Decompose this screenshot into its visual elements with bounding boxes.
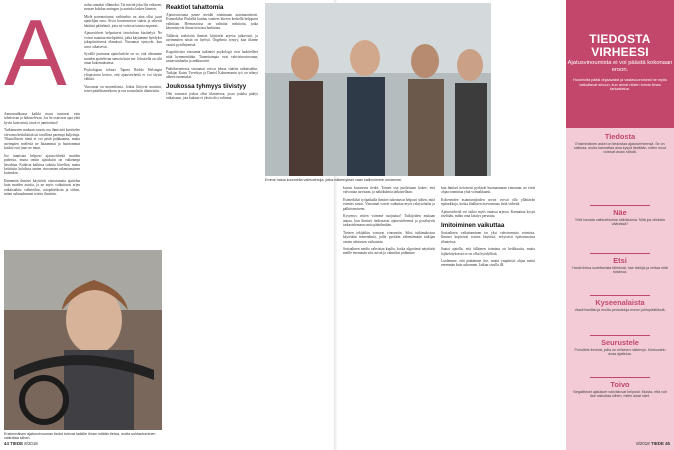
photo-people xyxy=(265,3,491,176)
paragraph: Tutkimusten mukaan suurin osa ihmisistä kuvittelee olevansa keskikäistä tai tavallista parempi kuljettaja. Tilastollisesti tämä ei voi pitää paikkaansa, mutta useimpien mielestä ne hitaammat ja huonommat kuskit ovat juuri ne muut. xyxy=(4,128,80,151)
paragraph: Enemmän ihmiset käyttävät vinoutunutta ajattelua kuin muiden asioita, ja ne myös vaikuttavat arjen ratkaisuihin: valintoihin, ostopäätöksiin ja siihen, miten suhtaudumme toisiin ihmisiin. xyxy=(4,178,80,197)
photo-driver xyxy=(4,250,162,430)
subheading-joukossa: Joukossa tyhmyys tiivistyy xyxy=(166,82,247,90)
paragraph: Ajatusvirheitä voi tutkia myös omassa arjessa. Kannattaa kysyä itseltään, mihin oma käsitys perustuu. xyxy=(441,209,535,219)
sidebar-section-text: Negatiiviset ajatukset vahvistuvat helposti. Muista, että voit itse vaikuttaa siihen, miten asiat näet. xyxy=(573,389,667,398)
sidebar-section-text: Yritä havaita vaihtoehtoisia näkökulmia. Mitä jos olisinkin väärässä? xyxy=(574,217,666,226)
sidebar-section-text: Hanki tietoa luotettavista lähteistä, hae faktoja ja vertaa niitä toisiinsa. xyxy=(572,265,668,274)
right-photo-caption: Emme halua kuunnella vaihtoehtoja, jotka näkemykset vaan kalibroimme omiamme. xyxy=(265,178,403,182)
paragraph: Päätöksenteossa vinoumat voivat johtaa vääriin ratkaisuihin. Tutkijat Kaisu Tverskyn ja Daniel Kahnemanin työ on tehnyt aiheen tunnetuksi. xyxy=(166,66,258,80)
paragraph: Ajatusvirheet helpottavat tietotulvan käsittelyä. Ne voivat muuttaa mielipiteitä, jotka käytämme hyödyksi jokapäiväisessä elämässä. Vinoumat syntyvät, kun aivot oikaisevat. xyxy=(84,31,162,49)
paragraph: Kokeneiden asiantuntijoiden arviot voivat olla yllättävän epätarkkoja, koska liiallinen itsevarmuus lisää virheitä. xyxy=(441,197,535,207)
sidebar-section-heading: Tiedosta xyxy=(604,132,636,141)
sidebar-box xyxy=(566,0,674,450)
paragraph: kun ihmiset tietoisesti pyrkivät huomaamaan vinoumat, ne eivät ohjaa toimintaa yhtä voimakkaasti. xyxy=(441,186,535,195)
sidebar-section-heading: Etsi xyxy=(613,256,627,265)
subheading-imitoiminen: Imitoiminen vaikuttaa xyxy=(441,221,505,229)
left-photo-caption: Ensimmäisen ajatusvinouman tiedot tulevat kaikille ilman mitään tietoa, mutta suhtautuminen vaikuttaa siihen. xyxy=(4,432,156,441)
paragraph: Kognitiivisia vinoumia tutkineet psykologit ovat luokitelleet niitä kymmenittäin. Tunnetuimpia ovat vahvistusvinouma, saatavuusharha ja ankkurointi. xyxy=(166,50,258,64)
drop-cap xyxy=(4,0,67,111)
sidebar-divider xyxy=(590,253,650,254)
sidebar-section-etsi xyxy=(572,257,668,274)
paragraph: Sosiaalinen vaikuttaminen on yksi vahvimmista voimista. Ihmiset kopioivat toisten käytöstä, erityisesti epävarmoissa tilanteissa. xyxy=(441,230,535,244)
paragraph: Joe tunnistaa helposti ajatusvirheitä muiden puheista, mutta omiin ajatuksiin on vaikeampi havahtua. Kaikista kaikista sokeita kävellen, mutta kriittisiin kohdissa omien vinoumien rakentamiseen kuitenkin. xyxy=(4,153,80,176)
sidebar-divider xyxy=(590,377,650,378)
right-column-2 xyxy=(441,186,535,438)
footer-left xyxy=(4,441,38,446)
subheading-reaktiot: Reaktiot tahattomia xyxy=(166,4,224,11)
paragraph: Kysymys: miten voimme suojautua? Tutkijoiden mukaan auttaa, kun ihmiset tiedostavat ajatusvirheensä ja pysähtyvät tarkastelemaan omia päätelmiään. xyxy=(343,214,435,228)
left-column-1 xyxy=(4,112,80,244)
paragraph: Olet varmasti joskus ollut tilanteessa, jossa joukko päätyi ratkaisuun, jota kukaan ei yksin olisi valinnut. xyxy=(166,91,258,101)
sidebar-divider xyxy=(590,335,650,336)
sidebar-section-heading: Kyseenalaista xyxy=(595,298,645,307)
paragraph: rodut samaksi ellämeksi. Tai miettä joka illa erikseen, nousee kohdan auringon ja aurinko laskee länteen. xyxy=(84,3,162,12)
sidebar-section-tiedosta xyxy=(572,133,668,155)
sidebar-subtitle: Ajatusvinoumista ei voi päästä kokonaan eroon. xyxy=(567,60,673,74)
drop-cap-letter: A xyxy=(4,0,67,105)
magazine-name: TIEDE xyxy=(650,441,664,446)
paragraph: Tällaisia reaktioita ihmiset käyttävät arjessa jatkuvasti, ja useimmiten niistä on hyötyä. Ongelmia syntyy, kun tilanne vaatisi pysähtymistä. xyxy=(166,33,258,47)
sidebar-section-heading: Seurustele xyxy=(601,338,639,347)
sidebar-divider xyxy=(590,295,650,296)
sidebar-divider xyxy=(590,205,650,206)
photo-people-illustration xyxy=(265,3,491,176)
issue-number: 8/2018 xyxy=(636,441,650,446)
paragraph: Psykologian tohtori Tapani Riekki Helsingin yliopistosta kertoo, että ajatusvirheitä ei voi täysin välttää. xyxy=(84,68,162,82)
paragraph: Vinoumia on monenlaisia. Jotkut liittyvät muistiin, toiset päätöksentekoon ja osa sosiaalisiin tilanteisiin. xyxy=(84,84,162,94)
footer-right xyxy=(600,441,670,446)
issue-number: 8/2018 xyxy=(24,441,38,446)
left-column-3 xyxy=(166,3,258,435)
sidebar-section-nae xyxy=(572,209,668,226)
paragraph: Mielä potentoitunut vaihtoehto on aina ollut juuri ajattelijan oma. Aivot havainnoivat väärin ja tekevät hätäisiä päätelmiä, jotta ne voisivat toimia nopeasti. xyxy=(84,14,162,28)
paragraph: Saatat ajatella, että tällainen toiminta on heikkoutta, mutta lajikehityksessä se on ollut hyödyllistä. xyxy=(441,247,535,256)
paragraph: Esimerkiksi työpaikalla ihmiset tukeutuvat helposti siihen, mitä esimies sanoo. Vinoumat voivat vaikuttaa myös rekrytointiin ja palkitsemiseen. xyxy=(343,197,435,211)
paragraph: kuvan kuvatessa tiedot. Toinen osa puolestaan kokee, että valvontaa tarvitaan, ja näkökulmia tarkastellaan. xyxy=(343,186,435,195)
right-column-1 xyxy=(343,186,435,438)
sidebar-header xyxy=(566,0,674,128)
paragraph: Syvällä juurtunut ajatteluvirhe on se, että oletamme muiden ajattelevan samoin kuin me. Jokaisella on silti omat kokemuksensa. xyxy=(84,52,162,65)
paragraph: Sosiaalinen media vahvistaa kuplia, koska algoritmit näyttävät meille enemmän sitä, mistä jo valmiiksi pidämme. xyxy=(343,246,435,256)
sidebar-section-heading: Näe xyxy=(613,208,627,217)
sidebar-section-toivo xyxy=(572,381,668,398)
paragraph: Tieteen tekijätkin sortuvat vinoumiin. Siksi tutkimuksissa käytetään menetelmiä, joilla pyritään vähentämään tutkijan omien odotusten vaikutusta. xyxy=(343,230,435,244)
sidebar-section-text: Vaadi itseltäsi ja muilta perusteluja ennen johtopäätöksiä. xyxy=(574,307,666,312)
sidebar-intro: Huomioita pääsi ohjaavaksi ja vastavuoroisesti ne myös vaikuttavat sinuun, kun annat niiden toimia ilman tarkastelua. xyxy=(573,78,667,92)
page-number: 44 xyxy=(4,441,9,446)
sidebar-section-text: Ensimmäinen askel on tiedostaa ajatusvirheensä. Se on vaikeaa, mutta kannattaa aina kysyä itseltään, miten muut voisivat asian nähdä. xyxy=(573,141,667,155)
sidebar-title: TIEDOSTA VIRHEESI xyxy=(589,32,651,59)
magazine-name: TIEDE xyxy=(10,441,24,446)
paragraph: Luulemme, että päätämme itse, mutta ympäristö ohjaa meitä enemmän kuin uskomme. Jatkuu sivulla 48. xyxy=(441,258,535,268)
sidebar-section-text: Puhuttele ihmisiä, joilla on erilainen näkemys. Keskustelu avaa ajattelua. xyxy=(574,347,666,356)
paragraph: Ajatusvinouma panee meidät toimimaan automaattisesti. Esimerkiksi Pinkellä kuuluu vaatteet kiireen keskellä helppoon valintaan. Hermostossa on valmiita reaktioita, jotka käynnistyvät ilman tietoista harkintaa. xyxy=(166,13,258,31)
sidebar-section-heading: Toivo xyxy=(610,380,630,389)
sidebar-section-seurustele xyxy=(572,339,668,356)
photo-driver-illustration xyxy=(4,250,162,430)
sidebar-section-kyseenalaista xyxy=(572,299,668,312)
paragraph: Aamuruuhkassa kaikki muut tuntuvat vain toheloivan ja hidastelevan. Jos he osaisivat ajaa yhtä hyvin kuin minä, tässä ei jumitettaisi! xyxy=(4,112,80,125)
page-number: 45 xyxy=(665,441,670,446)
left-column-2 xyxy=(84,3,162,247)
